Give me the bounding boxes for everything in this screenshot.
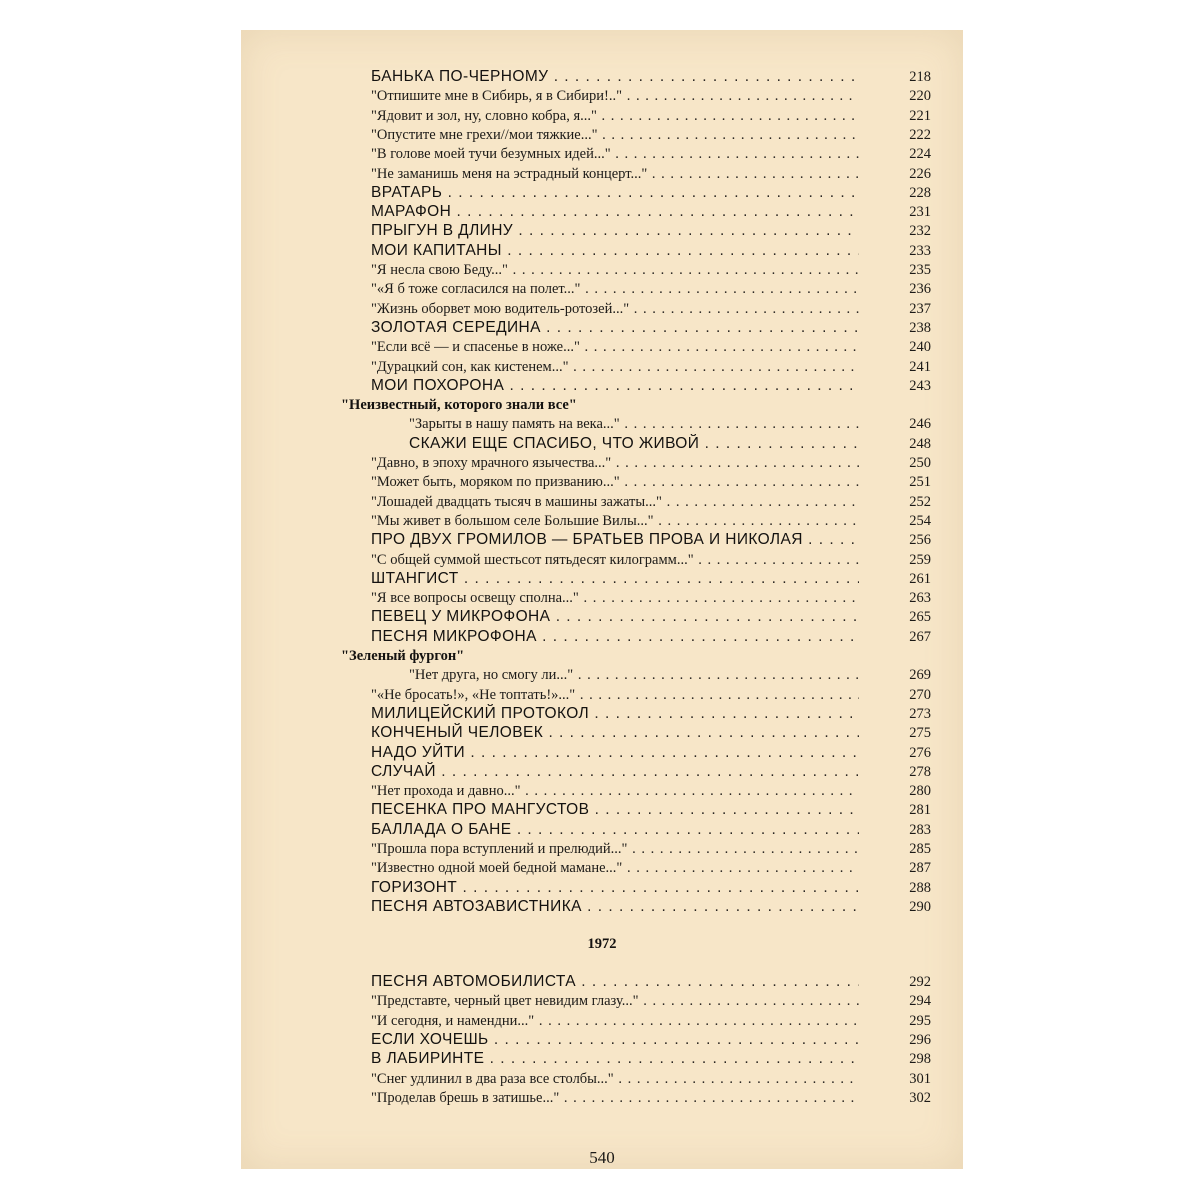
- toc-entry[interactable]: [241, 260, 963, 280]
- year-heading: 1972: [587, 936, 617, 952]
- toc-entry-page: 270: [909, 686, 931, 703]
- toc-entry-page: 261: [909, 570, 931, 587]
- toc-entry-page: 281: [909, 802, 931, 819]
- toc-entry-page: 256: [909, 532, 931, 549]
- toc-entry-page: 267: [909, 628, 931, 645]
- toc-entry-title: "Нет прохода и давно..." . . .: [371, 781, 859, 801]
- toc-entry[interactable]: [241, 588, 963, 608]
- toc-entry-page: 236: [909, 281, 931, 298]
- toc-entry[interactable]: [241, 1030, 963, 1050]
- toc-entry-title: "Зарыты в нашу память на века..." . . .: [409, 414, 859, 434]
- book-page: [241, 30, 963, 1169]
- toc-entry-page: 265: [909, 609, 931, 626]
- toc-entry[interactable]: [241, 1069, 963, 1089]
- toc-entry[interactable]: [241, 164, 963, 184]
- toc-entry[interactable]: [241, 839, 963, 859]
- toc-entry-page: 237: [909, 300, 931, 317]
- toc-entry-title: НАДО УЙТИ . . .: [371, 743, 859, 763]
- toc-entry-title: ЕСЛИ ХОЧЕШЬ . . .: [371, 1030, 859, 1050]
- toc-entry-title: ПЕСНЯ АВТОМОБИЛИСТА . . .: [371, 972, 859, 992]
- toc-entry-page: 288: [909, 879, 931, 896]
- toc-entry-page: 224: [909, 146, 931, 163]
- toc-entry[interactable]: [241, 241, 963, 261]
- toc-entry-title: МИЛИЦЕЙСКИЙ ПРОТОКОЛ . . .: [371, 704, 859, 724]
- toc-entry-title: ПРЫГУН В ДЛИНУ . . .: [371, 221, 859, 241]
- toc-entry-title: СКАЖИ ЕЩЕ СПАСИБО, ЧТО ЖИВОЙ . . .: [409, 434, 859, 454]
- toc-entry-title: "Лошадей двадцать тысяч в машины зажаты..." . . .: [371, 492, 859, 512]
- toc-entry[interactable]: [241, 337, 963, 357]
- toc-entry-page: 241: [909, 358, 931, 375]
- toc-entry-page: 290: [909, 898, 931, 915]
- toc-entry-title: "Снег удлинил в два раза все столбы..." . . .: [371, 1069, 859, 1089]
- toc-entry-title: "Прошла пора вступлений и прелюдий..." . . .: [371, 839, 859, 859]
- toc-entry-page: 294: [909, 993, 931, 1010]
- toc-entry[interactable]: [241, 800, 963, 820]
- toc-entry-page: 278: [909, 763, 931, 780]
- toc-entry[interactable]: [241, 511, 963, 531]
- toc-entry-title: "«Я б тоже согласился на полет..." . . .: [371, 279, 859, 299]
- toc-entry-title: ПЕВЕЦ У МИКРОФОНА . . .: [371, 607, 859, 627]
- toc-entry-page: 251: [909, 474, 931, 491]
- toc-entry-page: 302: [909, 1089, 931, 1106]
- toc-entry[interactable]: [241, 704, 963, 724]
- toc-entry[interactable]: [241, 86, 963, 106]
- toc-entry-page: 235: [909, 262, 931, 278]
- toc-entry-page: 292: [909, 974, 931, 990]
- toc-entry-page: 259: [909, 551, 931, 568]
- toc-entry[interactable]: [241, 530, 963, 550]
- toc-entry[interactable]: [241, 743, 963, 763]
- toc-entry-title: ШТАНГИСТ . . .: [371, 569, 859, 589]
- toc-entry-page: 238: [909, 319, 931, 336]
- toc-entry-page: 295: [909, 1012, 931, 1029]
- toc-entry-title: МАРАФОН . . .: [371, 202, 859, 222]
- toc-entry[interactable]: [241, 106, 963, 126]
- toc-entry[interactable]: [241, 685, 963, 705]
- section-heading: "Зеленый фургон": [341, 648, 465, 664]
- toc-entry[interactable]: [241, 723, 963, 743]
- toc-entry-title: "Мы живет в большом селе Большие Вилы..." . . .: [371, 511, 859, 531]
- toc-entry-title: "«Не бросать!», «Не топтать!»..." . . .: [371, 685, 859, 705]
- toc-entry-title: "И сегодня, и намендни..." . . .: [371, 1011, 859, 1031]
- toc-entry[interactable]: [241, 125, 963, 145]
- toc-entry[interactable]: [241, 318, 963, 338]
- toc-entry-title: "Опустите мне грехи//мои тяжкие..." . . .: [371, 125, 859, 145]
- toc-entry-page: 269: [909, 667, 931, 684]
- toc-entry[interactable]: [241, 221, 963, 241]
- toc-entry-title: "Может быть, моряком по призванию..." . . .: [371, 472, 859, 492]
- toc-entry-title: ПЕСНЯ АВТОЗАВИСТНИКА . . .: [371, 897, 859, 917]
- toc-entry[interactable]: [241, 665, 963, 685]
- toc-entry-title: ВРАТАРЬ . . .: [371, 183, 859, 203]
- toc-entry[interactable]: [241, 897, 963, 917]
- toc-entry-page: 287: [909, 860, 931, 877]
- toc-entry[interactable]: [241, 569, 963, 589]
- toc-entry-page: 220: [909, 88, 931, 105]
- toc-entry[interactable]: [241, 472, 963, 492]
- toc-entry-page: 301: [909, 1070, 931, 1087]
- toc-entry-page: 252: [909, 493, 931, 510]
- toc-entry[interactable]: [241, 550, 963, 570]
- toc-entry-title: "Отпишите мне в Сибирь, я в Сибири!.." . . .: [371, 86, 859, 106]
- toc-entry-page: 233: [909, 242, 931, 259]
- toc-entry-page: 285: [909, 841, 931, 857]
- toc-entry[interactable]: [241, 453, 963, 473]
- toc-entry-title: "Если всё — и спасенье в ноже..." . . .: [371, 337, 859, 357]
- toc-entry[interactable]: [241, 299, 963, 319]
- toc-entry-page: 275: [909, 725, 931, 742]
- toc-entry[interactable]: [241, 279, 963, 299]
- toc-entry[interactable]: [241, 492, 963, 512]
- toc-entry[interactable]: [241, 627, 963, 647]
- toc-entry-title: ГОРИЗОНТ . . .: [371, 878, 859, 898]
- section-heading: "Неизвестный, которого знали все": [341, 397, 577, 414]
- toc-entry-page: 248: [909, 435, 931, 452]
- toc-entry[interactable]: [241, 1011, 963, 1031]
- toc-entry-page: 243: [909, 377, 931, 394]
- toc-entry-page: 226: [909, 165, 931, 182]
- toc-entry-title: "Ядовит и зол, ну, словно кобра, я..." . . .: [371, 106, 859, 126]
- toc-entry[interactable]: [241, 414, 963, 434]
- toc-entry-title: СЛУЧАЙ . . .: [371, 762, 859, 782]
- toc-entry[interactable]: [241, 202, 963, 222]
- page-number: 540: [589, 1148, 615, 1167]
- toc-entry-title: КОНЧЕНЫЙ ЧЕЛОВЕК . . .: [371, 723, 859, 743]
- toc-entry-title: "Проделав брешь в затишье..." . . .: [371, 1088, 859, 1108]
- toc-entry[interactable]: [241, 67, 963, 87]
- toc-entry[interactable]: [241, 781, 963, 801]
- toc-entry-page: 221: [909, 107, 931, 124]
- toc-entry-page: 263: [909, 590, 931, 607]
- toc-entry[interactable]: [241, 1088, 963, 1108]
- toc-entry-title: "Нет друга, но смогу ли..." . . .: [409, 665, 859, 685]
- toc-entry[interactable]: [241, 607, 963, 627]
- toc-entry-page: 240: [909, 339, 931, 356]
- toc-entry-title: "В голове моей тучи безумных идей..." . . .: [371, 144, 859, 164]
- toc-entry-title: МОИ КАПИТАНЫ . . .: [371, 241, 859, 261]
- toc-entry-title: ЗОЛОТАЯ СЕРЕДИНА . . .: [371, 318, 859, 338]
- toc-entry-title: ПЕСНЯ МИКРОФОНА . . .: [371, 627, 859, 647]
- toc-entry-title: "Я несла свою Беду..." . . .: [371, 260, 859, 280]
- toc-entry-title: МОИ ПОХОРОНА . . .: [371, 376, 859, 396]
- toc-entry-title: ПЕСЕНКА ПРО МАНГУСТОВ . . .: [371, 800, 859, 820]
- toc-entry-page: 296: [909, 1031, 931, 1048]
- toc-entry-title: БАНЬКА ПО-ЧЕРНОМУ . . .: [371, 67, 859, 87]
- toc-entry-title: "Не заманишь меня на эстрадный концерт..." . . .: [371, 164, 859, 184]
- toc-entry-page: 218: [909, 69, 931, 85]
- toc-entry-page: 232: [909, 223, 931, 240]
- toc-entry-title: "Представте, черный цвет невидим глазу..." . . .: [371, 991, 859, 1011]
- toc-entry-page: 298: [909, 1051, 931, 1068]
- toc-entry[interactable]: [241, 376, 963, 396]
- toc-entry-title: "Дурацкий сон, как кистенем..." . . .: [371, 357, 859, 377]
- toc-entry-title: БАЛЛАДА О БАНЕ . . .: [371, 820, 859, 840]
- toc-entry-title: "С общей суммой шестьсот пятьдесят килограмм..." . . .: [371, 550, 859, 570]
- toc-entry[interactable]: [241, 820, 963, 840]
- toc-entry-page: 273: [909, 705, 931, 722]
- toc-entry[interactable]: [241, 762, 963, 782]
- toc-entry-title: "Жизнь оборвет мою водитель-ротозей..." . . .: [371, 299, 859, 319]
- toc-entry-page: 228: [909, 184, 931, 201]
- toc-entry[interactable]: [241, 434, 963, 454]
- toc-entry-title: ПРО ДВУХ ГРОМИЛОВ — БРАТЬЕВ ПРОВА И НИКОЛАЯ . . .: [371, 530, 859, 550]
- toc-entry-title: "Я все вопросы освещу сполна..." . . .: [371, 588, 859, 608]
- toc-entry-page: 250: [909, 455, 931, 471]
- toc-entry[interactable]: [241, 878, 963, 898]
- toc-entry[interactable]: [241, 858, 963, 878]
- toc-entry-page: 231: [909, 204, 931, 221]
- toc-entry-title: "Давно, в эпоху мрачного язычества..." . . .: [371, 453, 859, 473]
- toc-entry-page: 280: [909, 783, 931, 800]
- toc-entry-title: В ЛАБИРИНТЕ . . .: [371, 1049, 859, 1069]
- table-of-contents: [241, 30, 963, 1169]
- toc-entry[interactable]: [241, 357, 963, 377]
- toc-entry-page: 283: [909, 821, 931, 838]
- toc-entry[interactable]: [241, 991, 963, 1011]
- toc-entry-title: "Известно одной моей бедной мамане..." . . .: [371, 858, 859, 878]
- toc-entry[interactable]: [241, 144, 963, 164]
- toc-entry-page: 222: [909, 126, 931, 143]
- toc-entry-page: 276: [909, 744, 931, 761]
- toc-entry-page: 254: [909, 512, 931, 529]
- toc-entry-page: 246: [909, 416, 931, 433]
- toc-entry[interactable]: [241, 1049, 963, 1069]
- toc-entry[interactable]: [241, 183, 963, 203]
- toc-entry[interactable]: [241, 972, 963, 992]
